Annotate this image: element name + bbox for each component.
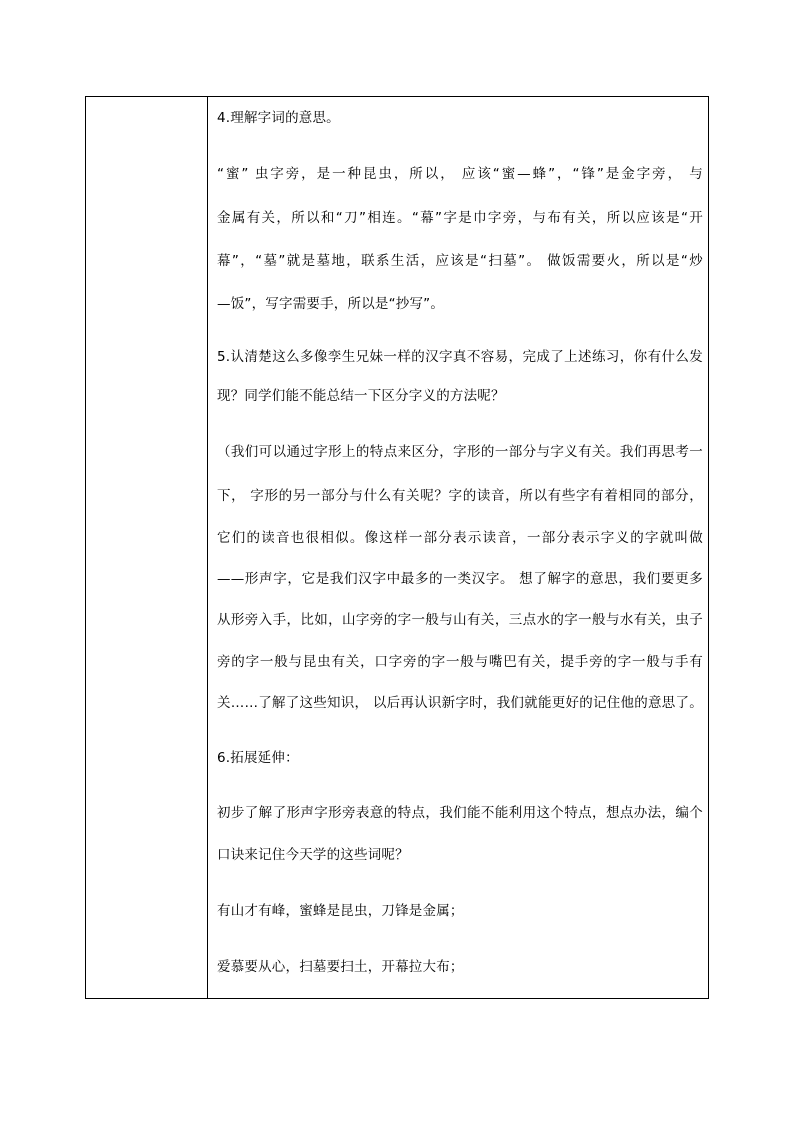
section5-answer-line-4: ——形声字，它是我们汉字中最多的一类汉字。 想了解字的意思，我们要更多 [217, 571, 703, 587]
section4-line-4: —饭”，写字需要手，所以是“抄写”。 [217, 296, 445, 312]
section5-answer-line-7: 关……了解了这些知识， 以后再认识新字时，我们就能更好的记住他的意思了。 [217, 695, 703, 711]
section6-heading: 6.拓展延伸： [217, 750, 299, 766]
section5-answer-line-1: （我们可以通过字形上的特点来区分，字形的一部分与字义有关。我们再思考一 [217, 444, 703, 460]
rhyme-line-1: 有山才有峰，蜜蜂是昆虫，刀锋是金属； [217, 903, 464, 919]
rhyme-line-2: 爱慕要从心，扫墓要扫土，开幕拉大布； [217, 959, 464, 975]
section6-intro-line-2: 口诀来记住今天学的这些词呢？ [217, 847, 409, 863]
section4-line-2: 金属有关，所以和“刀”相连。“幕”字是巾字旁，与布有关，所以应该是“开 [217, 210, 703, 226]
section6-intro-line-1: 初步了解了形声字形旁表意的特点，我们能不能利用这个特点，想点办法，编个 [217, 805, 703, 821]
section5-answer-line-2: 下， 字形的另一部分与什么有关呢？字的读音，所以有些字有着相同的部分， [217, 488, 703, 504]
section5-question-line-1: 5.认清楚这么多像孪生兄妹一样的汉字真不容易，完成了上述练习，你有什么发 [217, 349, 703, 365]
section4-line-3: 幕”，“墓”就是墓地，联系生活，应该是“扫墓”。 做饭需要火，所以是“炒 [217, 253, 703, 269]
left-empty-cell [86, 97, 207, 998]
section4-heading: 4.理解字词的意思。 [217, 110, 340, 126]
section5-answer-line-3: 它们的读音也很相似。像这样一部分表示读音，一部分表示字义的字就叫做 [217, 530, 703, 546]
section5-answer-line-6: 旁的字一般与昆虫有关，口字旁的字一般与嘴巴有关，提手旁的字一般与手有 [217, 654, 703, 670]
lesson-table [85, 96, 709, 999]
section5-question-line-2: 现？同学们能不能总结一下区分字义的方法呢？ [217, 388, 505, 404]
column-divider [207, 97, 208, 998]
section5-answer-line-5: 从形旁入手，比如，山字旁的字一般与山有关，三点水的字一般与水有关，虫子 [217, 612, 703, 628]
section4-line-1: “蜜” 虫字旁，是一种昆虫，所以， 应该“蜜—蜂”，“锋”是金字旁， 与 [217, 166, 703, 182]
